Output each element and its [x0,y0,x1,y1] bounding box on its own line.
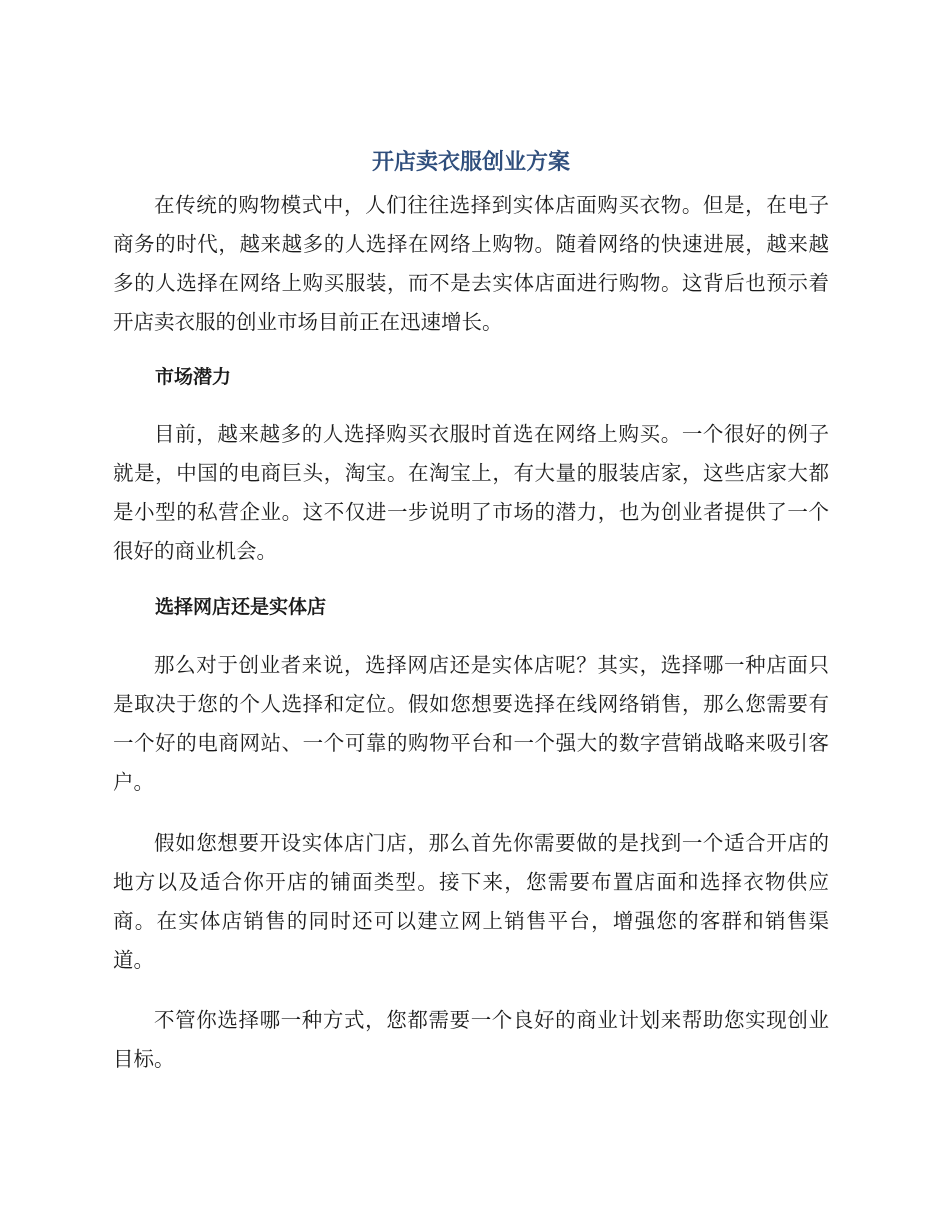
section-heading-market-potential: 市场潜力 [155,366,232,388]
conclusion-paragraph: 不管你选择哪一种方式，您都需要一个良好的商业计划来帮助您实现创业目标。 [113,1008,829,1071]
intro-paragraph: 在传统的购物模式中，人们往往选择到实体店面购买衣物。但是，在电子商务的时代，越来越多的人选择在网络上购物。随着网络的快速进展，越来越多的人选择在网络上购买服装，而不是去实体店面进行购物。这背后也预示着开店卖衣服的创业市场目前正在迅速增长。 [113,193,829,334]
document-body [113,146,829,1079]
online-store-paragraph: 那么对于创业者来说，选择网店还是实体店呢？其实，选择哪一种店面只是取决于您的个人选择和定位。假如您想要选择在线网络销售，那么您需要有一个好的电商网站、一个可靠的购物平台和一个强大的数字营销战略来吸引客户。 [113,653,829,794]
document-title: 开店卖衣服创业方案 [371,150,570,175]
physical-store-paragraph: 假如您想要开设实体店门店，那么首先你需要做的是找到一个适合开店的地方以及适合你开店的铺面类型。接下来，您需要布置店面和选择衣物供应商。在实体店销售的同时还可以建立网上销售平台，增强您的客群和销售渠道。 [113,831,829,972]
market-potential-paragraph: 目前，越来越多的人选择购买衣服时首选在网络上购买。一个很好的例子就是，中国的电商巨头，淘宝。在淘宝上，有大量的服装店家，这些店家大都是小型的私营企业。这不仅进一步说明了市场的潜力，也为创业者提供了一个很好的商业机会。 [113,422,829,563]
section-heading-online-vs-physical: 选择网店还是实体店 [155,596,327,618]
